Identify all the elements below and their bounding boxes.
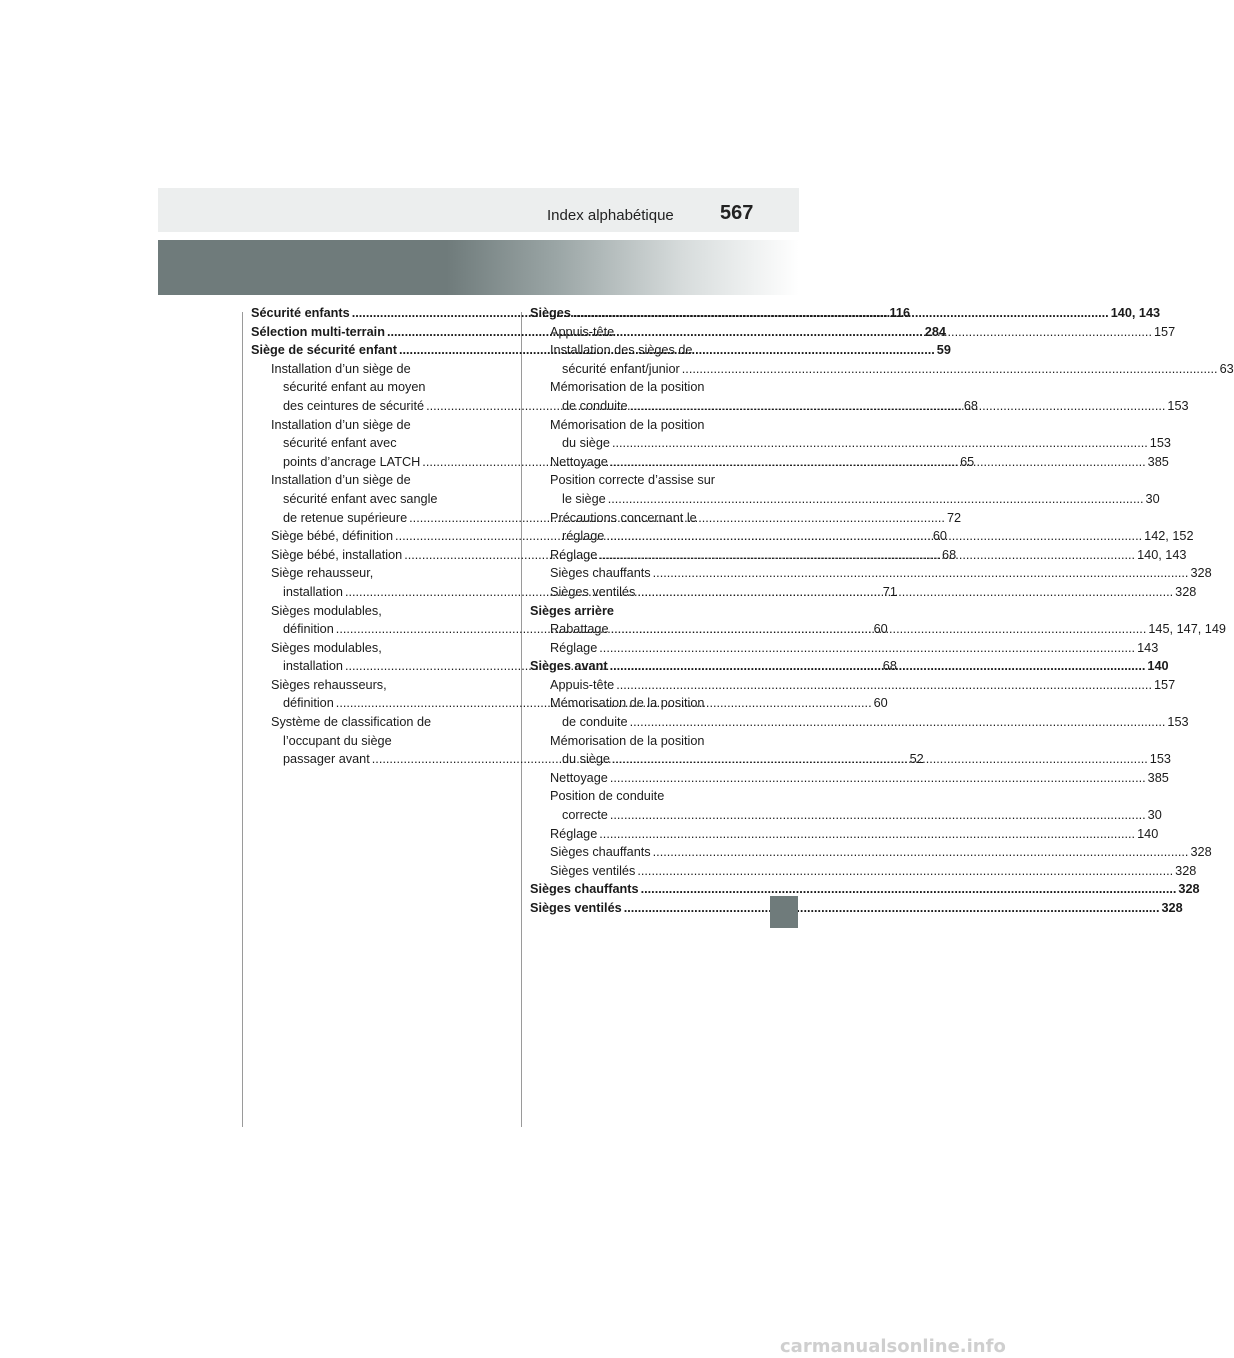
page-reference: 52 (909, 752, 924, 767)
dot-leader (637, 862, 1173, 881)
dot-leader (610, 657, 1146, 676)
page-reference: 157 (1154, 677, 1176, 692)
page-reference: 116 (889, 306, 910, 320)
entry-text: sécurité enfant avec sangle (283, 491, 438, 506)
entry-text: Réglage (550, 547, 598, 562)
entry-text: Rabattage (550, 622, 609, 637)
page-header-title: Index alphabétique (547, 207, 674, 224)
entry-text: Mémorisation de la position (550, 696, 705, 711)
entry-text: Mémorisation de la position (550, 380, 705, 395)
entry-text: Nettoyage (550, 454, 608, 469)
column-divider-left (242, 312, 243, 1127)
entry-text: installation (283, 659, 343, 674)
page-reference: 140, 143 (1110, 306, 1161, 320)
dot-leader (616, 676, 1152, 695)
entry-text: Installation des sièges de (550, 343, 693, 358)
entry-text: Sièges rehausseurs, (271, 677, 387, 692)
entry-text: Système de classification de (271, 715, 432, 730)
entry-text: Sièges chauffants (530, 882, 639, 897)
dot-leader (610, 806, 1146, 825)
entry-text: de conduite (562, 715, 628, 730)
entry-text: Sélection multi-terrain (251, 324, 385, 339)
entry-text: Siège de sécurité enfant (251, 343, 397, 358)
page-reference: 153 (1149, 752, 1171, 767)
entry-text: Siège bébé, installation (271, 547, 403, 562)
entry-text: Appuis-tête (550, 677, 615, 692)
entry-text: Sièges ventilés (550, 863, 636, 878)
index-entry-sub (530, 564, 1212, 583)
entry-text: réglage (562, 529, 605, 544)
dot-leader (653, 564, 1189, 583)
entry-text: Installation d’un siège de (271, 417, 411, 432)
page-reference: 140, 143 (1137, 547, 1187, 562)
page-reference: 328 (1178, 882, 1200, 897)
dot-leader (599, 639, 1135, 658)
entry-text: de conduite (562, 398, 628, 413)
entry-text: Réglage (550, 640, 598, 655)
index-entry-main (530, 602, 751, 621)
page-reference: 284 (924, 324, 946, 339)
entry-text: points d’ancrage LATCH (283, 454, 421, 469)
index-entry-main (530, 899, 1183, 918)
page-reference: 385 (1147, 770, 1169, 785)
page-reference: 140 (1147, 659, 1169, 674)
index-entry-sub (530, 639, 1159, 658)
dot-leader (610, 769, 1146, 788)
dot-leader (612, 750, 1148, 769)
page-reference: 59 (936, 343, 951, 358)
page-reference: 157 (1154, 324, 1176, 339)
entry-text: Sièges arrière (530, 603, 614, 618)
page-reference: 68 (882, 659, 897, 674)
dot-leader (630, 397, 1166, 416)
page-reference: 145, 147, 149 (1148, 622, 1226, 637)
dot-leader (624, 899, 1160, 918)
entry-text: sécurité enfant au moyen (283, 380, 426, 395)
page-reference: 60 (873, 622, 888, 637)
entry-text: Sièges chauffants (550, 845, 651, 860)
dot-leader (606, 527, 1142, 546)
entry-text: Sièges ventilés (550, 584, 636, 599)
dot-leader (573, 304, 1109, 323)
entry-text: du siège (562, 436, 610, 451)
page-reference: 30 (1147, 808, 1162, 823)
entry-text: Appuis-tête (550, 324, 615, 339)
entry-text: Sièges modulables, (271, 640, 382, 655)
page-reference: 385 (1147, 454, 1169, 469)
entry-text: Sièges modulables, (271, 603, 382, 618)
decorative-gradient-band (158, 240, 799, 295)
entry-text: définition (283, 696, 334, 711)
entry-text: l’occupant du siège (283, 733, 392, 748)
dot-leader (641, 880, 1177, 899)
index-entry-sub (530, 676, 1176, 695)
page-reference: 68 (942, 547, 957, 562)
entry-text: Siège bébé, définition (271, 529, 394, 544)
entry-text: Sièges avant (530, 659, 608, 674)
entry-text: Installation d’un siège de (271, 361, 411, 376)
index-entry-sub (530, 471, 1160, 508)
entry-text: Précautions concernant le (550, 510, 697, 525)
page-reference: 142, 152 (1144, 529, 1194, 544)
page-reference: 328 (1190, 566, 1212, 581)
entry-text: Installation d’un siège de (271, 473, 411, 488)
entry-text: de retenue supérieure (283, 510, 408, 525)
entry-text: Sécurité enfants (251, 306, 350, 320)
dot-leader (630, 713, 1166, 732)
dot-leader (608, 490, 1144, 509)
entry-text: installation (283, 584, 343, 599)
entry-text: sécurité enfant avec (283, 436, 397, 451)
entry-text: correcte (562, 808, 608, 823)
page-reference: 30 (1145, 491, 1160, 506)
page-reference: 65 (960, 454, 975, 469)
section-thumb-tab (770, 896, 798, 928)
entry-text: Nettoyage (550, 770, 608, 785)
dot-leader (599, 546, 1135, 565)
column-divider-middle (521, 312, 522, 1127)
entry-text: Siège rehausseur, (271, 566, 374, 581)
dot-leader (637, 583, 1173, 602)
page-reference: 153 (1167, 715, 1189, 730)
index-entry-sub (530, 416, 1171, 453)
entry-text: des ceintures de sécurité (283, 398, 425, 413)
watermark: carmanualsonline.info (780, 1336, 1006, 1357)
entry-text: du siège (562, 752, 610, 767)
entry-text: Sièges (530, 306, 571, 320)
page-reference: 71 (882, 584, 897, 599)
page-reference: 60 (873, 696, 888, 711)
dot-leader (616, 323, 1152, 342)
entry-text: Position de conduite (550, 789, 665, 804)
page-reference: 140 (1137, 826, 1159, 841)
header-bar (158, 188, 799, 232)
page-reference: 60 (932, 529, 947, 544)
dot-leader (611, 620, 1147, 639)
index-entry-sub (530, 862, 1197, 881)
entry-text: le siège (562, 491, 606, 506)
entry-text: Réglage (550, 826, 598, 841)
page-reference: 63 (1219, 361, 1234, 376)
index-entry-sub (530, 769, 1169, 788)
entry-text: passager avant (283, 752, 370, 767)
page-reference: 68 (963, 398, 978, 413)
entry-text: Sièges chauffants (550, 566, 651, 581)
entry-text: Position correcte d’assise sur (550, 473, 716, 488)
dot-leader (599, 825, 1135, 844)
page-reference: 328 (1190, 845, 1212, 860)
page-reference: 153 (1149, 436, 1171, 451)
entry-text: Sièges ventilés (530, 901, 622, 915)
page-reference: 328 (1175, 863, 1197, 878)
entry-text: définition (283, 622, 334, 637)
dot-leader (682, 360, 1218, 379)
dot-leader (610, 453, 1146, 472)
page-reference: 153 (1167, 398, 1189, 413)
index-entry-sub (530, 843, 1212, 862)
page-number: 567 (720, 202, 754, 224)
dot-leader (653, 843, 1189, 862)
page-reference: 143 (1137, 640, 1159, 655)
entry-text: Mémorisation de la position (550, 733, 705, 748)
page-reference: 72 (946, 510, 962, 525)
index-entry-sub (530, 787, 1162, 824)
index-entry-main (530, 880, 1200, 899)
page-reference: 328 (1175, 584, 1197, 599)
entry-text: sécurité enfant/junior (562, 361, 680, 376)
index-entry-sub (530, 825, 1159, 844)
page-reference: 328 (1161, 901, 1183, 915)
dot-leader (612, 434, 1148, 453)
entry-text: Mémorisation de la position (550, 417, 705, 432)
